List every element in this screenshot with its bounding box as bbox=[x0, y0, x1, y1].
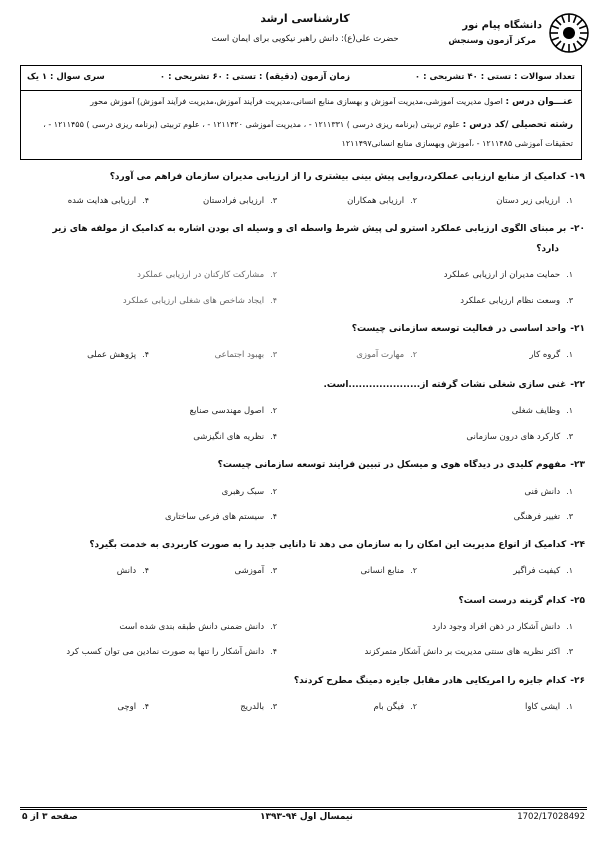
course-label: عنـــوان درس : bbox=[505, 97, 573, 107]
question-23: ۲۳-مفهوم کلیدی در دیدگاه هوی و میسکل در تبیین فرایند توسعه سازمانی چیست؟ bbox=[217, 460, 585, 470]
option-23-2[interactable]: ۲.سبک رهبری bbox=[221, 487, 277, 497]
option-19-3[interactable]: ۳.ارزیابی فرادستان bbox=[203, 196, 277, 206]
option-19-4[interactable]: ۴.ارزیابی هدایت شده bbox=[67, 196, 149, 206]
question-text: بر مبنای الگوی ارزیابی عملکرد استرو لی پیش شرط واسطه ای و وسیله ای بودن اشاره به کدامیک از مولفه های زیر bbox=[52, 224, 567, 234]
field-row bbox=[29, 120, 573, 130]
question-21: ۲۱-واحد اساسی در فعالیت توسعه سازمانی چیست؟ bbox=[351, 324, 585, 334]
question-text: کدام جایزه را امریکایی هادر مقابل جایزه دمینگ مطرح کردند؟ bbox=[293, 676, 567, 686]
exam-code: 1702/17028492 bbox=[517, 812, 585, 822]
option-25-2[interactable]: ۲.دانش ضمنی دانش طبقه بندی شده است bbox=[119, 622, 277, 632]
exam-info-box bbox=[20, 65, 582, 160]
field-value: علوم تربیتی (برنامه ریزی درسی ) ۱۲۱۱۳۳۱ - ، مدیریت آموزشی ۱۲۱۱۴۲۰ - ، علوم تربیتی (برنامه ریزی درسی ) ۱۲۱۱۴۵۵ - ، bbox=[43, 120, 461, 129]
option-20-1[interactable]: ۱.حمایت مدیران از ارزیابی عملکرد bbox=[443, 270, 573, 280]
option-21-3[interactable]: ۳.بهبود اجتماعی bbox=[214, 350, 277, 360]
option-26-1[interactable]: ۱.ایشی کاوا bbox=[524, 702, 573, 712]
option-24-4[interactable]: ۴.دانش bbox=[116, 566, 149, 576]
option-22-1[interactable]: ۱.وظایف شغلی bbox=[511, 406, 573, 416]
exam-time: زمان آزمون (دقیقه) : تستی : ۶۰ تشریحی : ۰ bbox=[159, 72, 350, 82]
field-label: رشته تحصیلی /کد درس : bbox=[462, 120, 573, 130]
exam-term: نیمسال اول ۹۴-۱۳۹۳ bbox=[260, 812, 353, 822]
option-21-4[interactable]: ۴.پژوهش عملی bbox=[87, 350, 149, 360]
question-25: ۲۵-کدام گزینه درست است؟ bbox=[458, 596, 585, 606]
option-25-4[interactable]: ۴.دانش آشکار را تنها به صورت نمادین می توان کسب کرد bbox=[66, 647, 277, 657]
exam-header bbox=[20, 12, 590, 58]
exam-center-name: مرکز آزمون وسنجش bbox=[448, 36, 536, 46]
university-name: دانشگاه پیام نور bbox=[462, 20, 542, 31]
field-row-2 bbox=[29, 139, 573, 148]
option-22-4[interactable]: ۴.نظریه های انگیزشی bbox=[193, 432, 277, 442]
question-24: ۲۴-کدامیک از انواع مدیریت این امکان را به سازمان می دهد تا دانایی جدید را به صورت کاربردی به خدمت بگیرد؟ bbox=[89, 540, 585, 550]
field-value-2: تحقیقات آموزشی ۱۲۱۱۴۸۵ - ،آموزش وبهسازی منابع انسانی۱۲۱۱۴۹۷ bbox=[341, 139, 573, 148]
option-20-3[interactable]: ۳.وسعت نظام ارزیابی عملکرد bbox=[460, 296, 573, 306]
option-19-1[interactable]: ۱.ارزیابی زیر دستان bbox=[496, 196, 573, 206]
option-26-4[interactable]: ۴.اوچی bbox=[117, 702, 149, 712]
course-title-row bbox=[29, 97, 573, 107]
question-text: کدامیک از انواع مدیریت این امکان را به سازمان می دهد تا دانایی جدید را به صورت کاربردی به خدمت بگیرد؟ bbox=[89, 540, 567, 550]
option-19-2[interactable]: ۲.ارزیابی همکاران bbox=[347, 196, 417, 206]
option-25-1[interactable]: ۱.دانش آشکار در ذهن افراد وجود دارد bbox=[432, 622, 573, 632]
option-23-1[interactable]: ۱.دانش فنی bbox=[524, 487, 573, 497]
question-26: ۲۶-کدام جایزه را امریکایی هادر مقابل جایزه دمینگ مطرح کردند؟ bbox=[293, 676, 585, 686]
question-19: ۱۹-کدامیک از منابع ارزیابی عملکرد،روایی پیش بینی بیشتری را از ارزیابی مدیران سازمان فراهم می آورد؟ bbox=[109, 172, 585, 182]
option-20-2[interactable]: ۲.مشارکت کارکنان در ارزیابی عملکرد bbox=[137, 270, 277, 280]
motto: حضرت علی(ع): دانش راهبر نیکویی برای ایمان است bbox=[211, 34, 399, 44]
question-22: ۲۲-غنی سازی شغلی نشات گرفته از.....................است. bbox=[323, 380, 585, 390]
option-26-3[interactable]: ۳.بالدریج bbox=[240, 702, 277, 712]
option-24-3[interactable]: ۳.آموزشی bbox=[234, 566, 277, 576]
question-text: غنی سازی شغلی نشات گرفته از.....................است. bbox=[323, 380, 567, 390]
course-value: اصول مدیریت آموزشی،مدیریت آموزش و بهسازی منابع انسانی،مدیریت فرآیند آموزش،مدیریت فرآیند آموزش) آموزش محور bbox=[90, 97, 503, 106]
option-23-3[interactable]: ۳.تغییر فرهنگی bbox=[513, 512, 573, 522]
questions-count: تعداد سوالات : تستی : ۴۰ تشریحی : ۰ bbox=[414, 72, 575, 82]
option-20-4[interactable]: ۴.ایجاد شاخص های شغلی ارزیابی عملکرد bbox=[122, 296, 277, 306]
page-number: صفحه ۳ از ۵ bbox=[22, 812, 78, 822]
option-24-2[interactable]: ۲.منابع انسانی bbox=[360, 566, 417, 576]
option-22-2[interactable]: ۲.اصول مهندسی صنایع bbox=[189, 406, 277, 416]
question-text: کدام گزینه درست است؟ bbox=[458, 596, 567, 606]
degree-title: کارشناسی ارشد bbox=[260, 12, 350, 25]
question-20-cont: دارد؟ bbox=[536, 244, 559, 254]
question-text: مفهوم کلیدی در دیدگاه هوی و میسکل در تبیین فرایند توسعه سازمانی چیست؟ bbox=[217, 460, 567, 470]
question-20: ۲۰-بر مبنای الگوی ارزیابی عملکرد استرو لی پیش شرط واسطه ای و وسیله ای بودن اشاره به کدامیک از مولفه های زیر bbox=[52, 224, 585, 234]
question-series: سری سوال : ۱ یک bbox=[27, 72, 105, 82]
option-21-2[interactable]: ۲.مهارت آموزی bbox=[356, 350, 417, 360]
info-divider bbox=[21, 90, 581, 91]
option-24-1[interactable]: ۱.کیفیت فراگیر bbox=[513, 566, 573, 576]
question-text: واحد اساسی در فعالیت توسعه سازمانی چیست؟ bbox=[351, 324, 567, 334]
footer-divider bbox=[20, 807, 587, 810]
question-text: کدامیک از منابع ارزیابی عملکرد،روایی پیش بینی بیشتری را از ارزیابی مدیران سازمان فراهم می آورد؟ bbox=[109, 172, 567, 182]
option-23-4[interactable]: ۴.سیستم های فرعی ساختاری bbox=[165, 512, 277, 522]
option-25-3[interactable]: ۳.اکثر نظریه های سنتی مدیریت بر دانش آشکار متمرکزند bbox=[364, 647, 573, 657]
option-26-2[interactable]: ۲.فیگن بام bbox=[373, 702, 417, 712]
option-22-3[interactable]: ۳.کارکرد های درون سازمانی bbox=[466, 432, 573, 442]
option-21-1[interactable]: ۱.گروه کار bbox=[529, 350, 573, 360]
